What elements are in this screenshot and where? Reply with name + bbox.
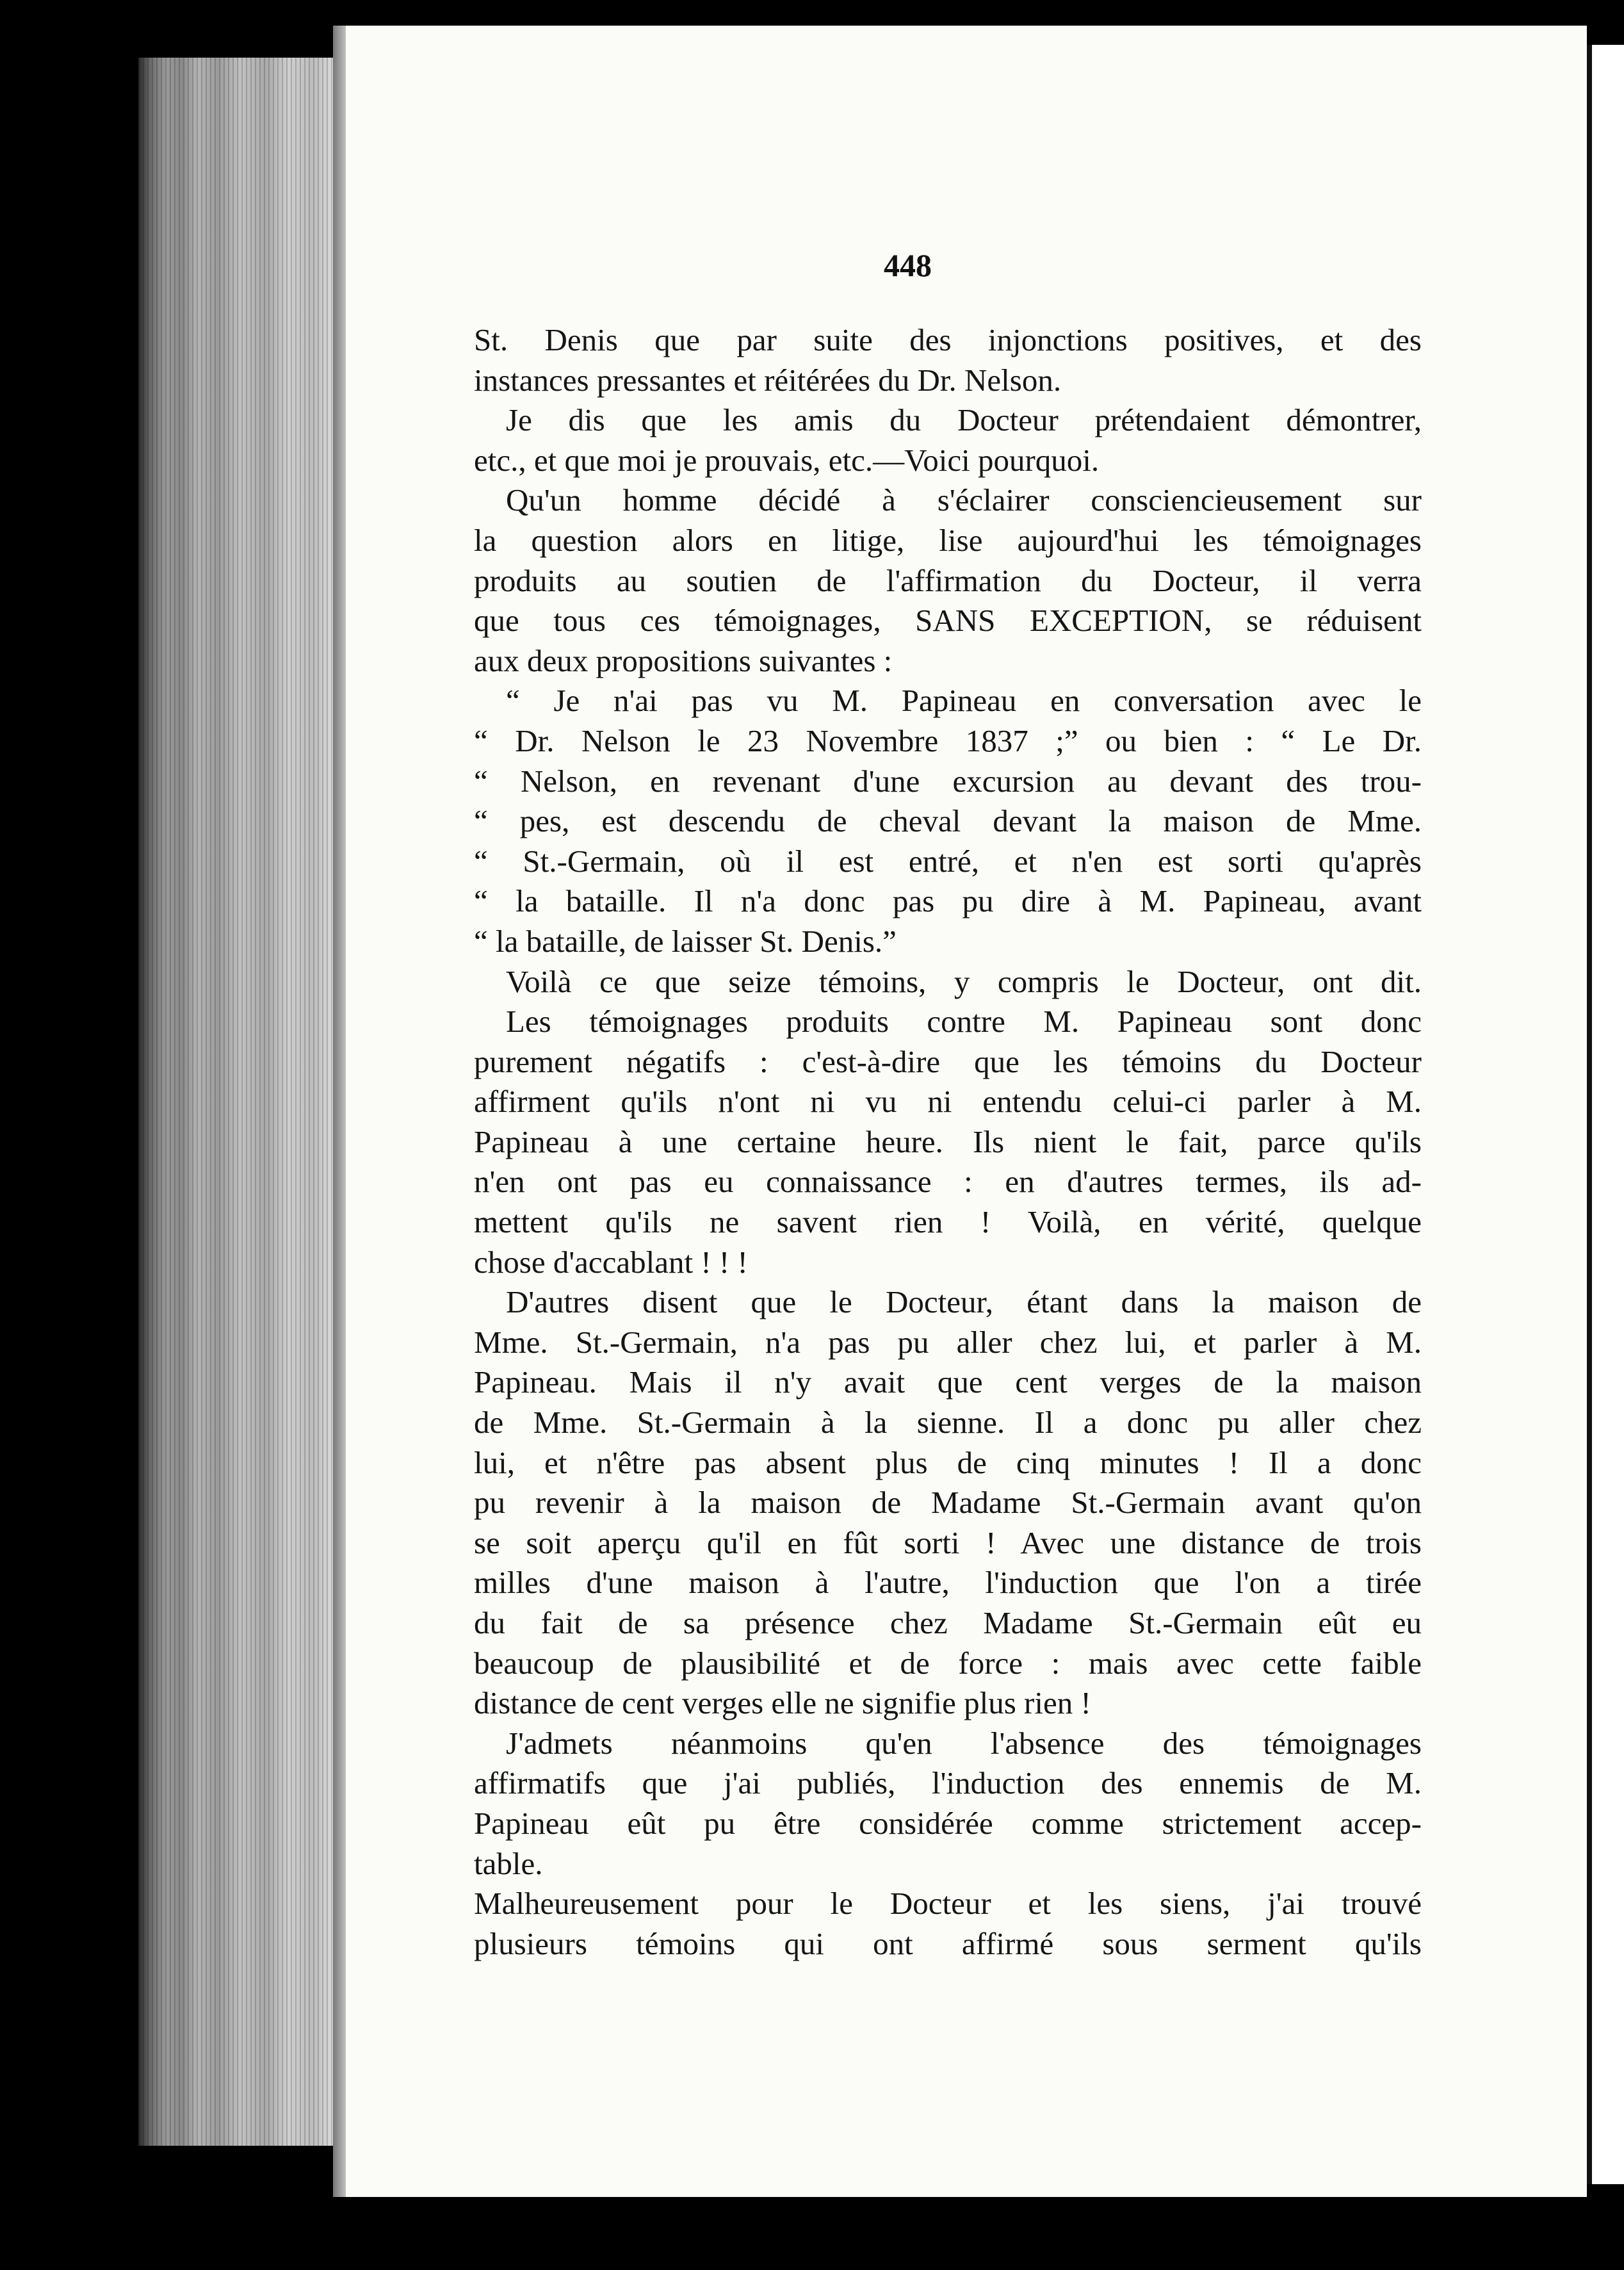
- text-line: affirmatifs que j'ai publiés, l'induction des ennemis de M.: [474, 1765, 1422, 1801]
- text-line: chose d'accablant ! ! !: [474, 1244, 748, 1280]
- text-line: mettent qu'ils ne savent rien ! Voilà, en vérité, quelque: [474, 1204, 1422, 1240]
- text-line: purement négatifs : c'est-à-dire que les témoins du Docteur: [474, 1043, 1422, 1079]
- text-line: “ St.-Germain, où il est entré, et n'en est sorti qu'après: [474, 843, 1422, 879]
- text-line: que tous ces témoignages, SANS EXCEPTION, se réduisent: [474, 603, 1422, 639]
- text-line: du fait de sa présence chez Madame St.-Germain eût eu: [474, 1605, 1422, 1640]
- text-line: Je dis que les amis du Docteur prétendaient démontrer,: [506, 402, 1422, 438]
- text-line: n'en ont pas eu connaissance : en d'autres termes, ils ad-: [474, 1164, 1422, 1200]
- text-line: beaucoup de plausibilité et de force : mais avec cette faible: [474, 1645, 1422, 1681]
- text-line: aux deux propositions suivantes :: [474, 642, 893, 678]
- text-line: “ pes, est descendu de cheval devant la maison de Mme.: [474, 803, 1422, 839]
- text-line: se soit aperçu qu'il en fût sorti ! Avec une distance de trois: [474, 1524, 1422, 1560]
- text-line: Qu'un homme décidé à s'éclairer consciencieusement sur: [506, 482, 1422, 518]
- text-line: “ Je n'ai pas vu M. Papineau en conversation avec le: [506, 683, 1422, 719]
- text-line: la question alors en litige, lise aujourd'hui les témoignages: [474, 522, 1422, 558]
- page-number: 448: [884, 247, 932, 283]
- text-line: Papineau à une certaine heure. Ils nient le fait, parce qu'ils: [474, 1123, 1422, 1159]
- body-text: [474, 320, 1422, 1964]
- text-line: Papineau. Mais il n'y avait que cent verges de la maison: [474, 1364, 1422, 1400]
- text-line: etc., et que moi je prouvais, etc.—Voici pourquoi.: [474, 442, 1100, 478]
- scan-margin-strip: [1592, 45, 1624, 2184]
- text-line: lui, et n'être pas absent plus de cinq minutes ! Il a donc: [474, 1444, 1422, 1480]
- text-line: de Mme. St.-Germain à la sienne. Il a donc pu aller chez: [474, 1405, 1422, 1441]
- text-line: plusieurs témoins qui ont affirmé sous serment qu'ils: [474, 1925, 1422, 1961]
- text-line: produits au soutien de l'affirmation du Docteur, il verra: [474, 562, 1422, 598]
- text-line: D'autres disent que le Docteur, étant dans la maison de: [506, 1284, 1422, 1320]
- text-line: Malheureusement pour le Docteur et les siens, j'ai trouvé: [474, 1886, 1422, 1922]
- text-line: “ la bataille. Il n'a donc pas pu dire à M. Papineau, avant: [474, 883, 1422, 919]
- text-line: “ la bataille, de laisser St. Denis.”: [474, 923, 897, 959]
- text-line: pu revenir à la maison de Madame St.-Germain avant qu'on: [474, 1485, 1422, 1521]
- text-line: instances pressantes et réitérées du Dr. Nelson.: [474, 362, 1062, 398]
- book-page-edges: [138, 58, 337, 2146]
- text-line: “ Dr. Nelson le 23 Novembre 1837 ;” ou bien : “ Le Dr.: [474, 723, 1422, 758]
- text-line: table.: [474, 1845, 543, 1881]
- text-line: St. Denis que par suite des injonctions positives, et des: [474, 322, 1422, 357]
- text-line: Papineau eût pu être considérée comme strictement accep-: [474, 1805, 1422, 1841]
- text-line: “ Nelson, en revenant d'une excursion au devant des trou-: [474, 763, 1422, 799]
- text-line: Voilà ce que seize témoins, y compris le Docteur, ont dit.: [506, 963, 1422, 999]
- text-line: Les témoignages produits contre M. Papineau sont donc: [506, 1004, 1422, 1040]
- scan-border-rule: [1587, 45, 1592, 2184]
- text-line: affirment qu'ils n'ont ni vu ni entendu celui-ci parler à M.: [474, 1084, 1422, 1120]
- text-line: J'admets néanmoins qu'en l'absence des témoignages: [506, 1725, 1422, 1761]
- text-line: milles d'une maison à l'autre, l'induction que l'on a tirée: [474, 1565, 1422, 1601]
- text-line: distance de cent verges elle ne signifie plus rien !: [474, 1685, 1091, 1721]
- text-line: Mme. St.-Germain, n'a pas pu aller chez lui, et parler à M.: [474, 1324, 1422, 1360]
